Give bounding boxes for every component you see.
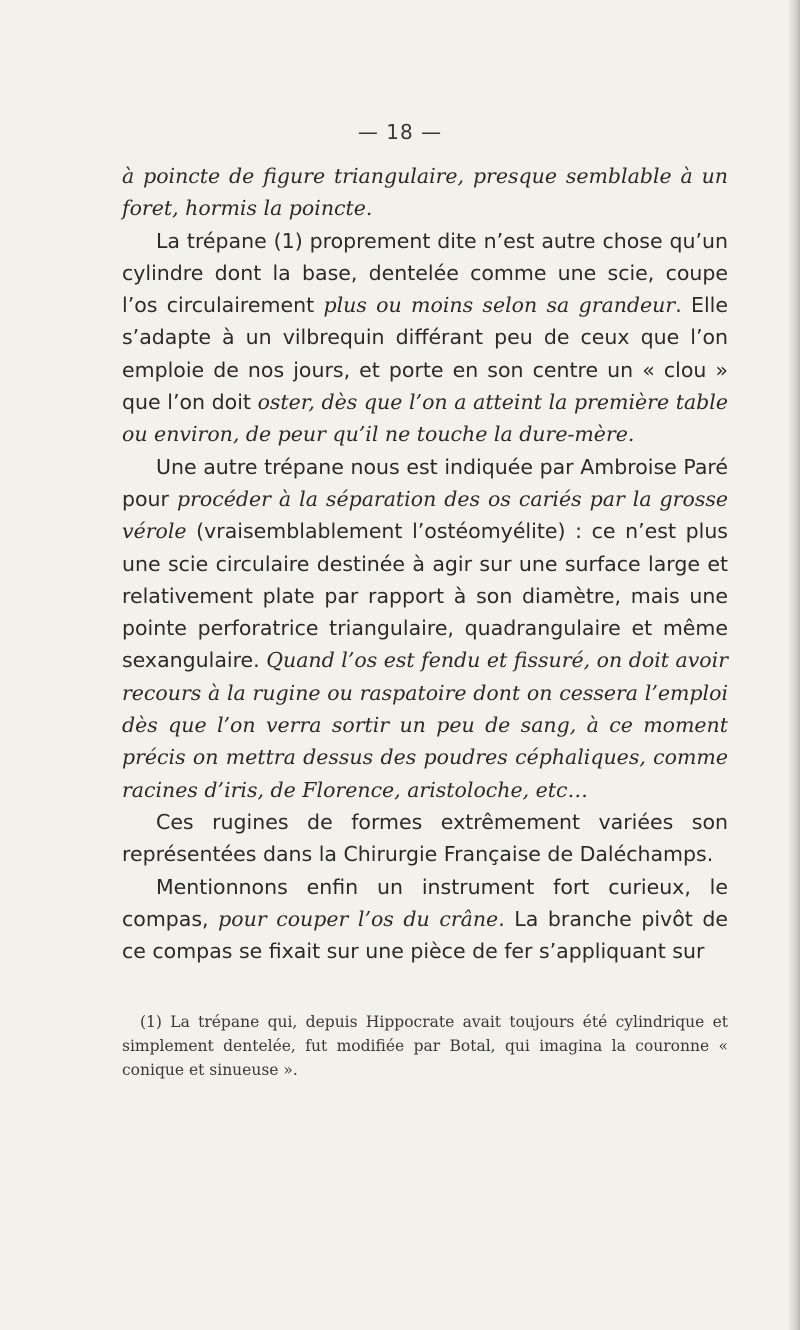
italic-segment: plus ou moins selon sa grandeur <box>323 293 676 318</box>
paragraph-p4 <box>122 806 728 871</box>
paragraph-p1 <box>122 160 728 225</box>
italic-segment: à poincte de figure triangulaire, presque semblable à un foret, hormis la poincte. <box>122 164 728 221</box>
text-segment: Ces rugines de formes extrêmement variées son représentées dans la Chirurgie Française de Daléchamps. <box>122 809 728 867</box>
text-segment: . La branche pivôt de ce compas se fixait sur une pièce de fer s’appliquant sur <box>122 906 728 964</box>
text-segment: Une autre trépane nous est indiquée par Ambroise Paré pour <box>122 454 728 511</box>
paragraph-p2 <box>122 225 728 451</box>
paragraph-p5 <box>122 871 728 968</box>
text-segment: La trépane (1) proprement dite n’est autre chose qu’un cylindre dont la base, dentelée comme une scie, coupe l’os circulairement <box>122 228 728 318</box>
body-text <box>122 160 728 967</box>
text-segment: . Elle s’adapte à un vilbrequin différant peu de ceux que l’on emploie de nos jours, et porte en son centre un « clou » que l’on doit <box>122 293 728 415</box>
paragraph-p3 <box>122 451 728 806</box>
footnote <box>122 1010 728 1082</box>
italic-segment: pour couper l’os du crâne <box>218 906 499 931</box>
footnote-text: (1) La trépane qui, depuis Hippocrate avait toujours été cylindrique et simplement dentelée, fut modifiée par Botal, qui imagina la couronne « conique et sinueuse ». <box>122 1013 728 1079</box>
italic-segment: Quand l’os est fendu et fissuré, on doit avoir recours à la rugine ou raspatoire dont on cessera l’emploi dès que l’on verra sortir un peu de sang, à ce moment précis on mettra dessus des poudres céphaliques, comme racines d’iris, de Florence, aristoloche, etc… <box>122 648 729 802</box>
italic-segment: oster, dès que l’on a atteint la première table ou environ, de peur qu’il ne touche la dure-mère. <box>122 390 728 447</box>
page-number: — 18 — <box>357 120 443 144</box>
page-edge-shadow <box>788 0 800 1330</box>
text-segment: (vraisemblablement l’ostéomyélite) : ce n’est plus une scie circulaire destinée à agir sur une surface large et relativement plate par rapport à son diamètre, mais une pointe perforatrice triangulaire, quadrangulaire et même sexangulaire. <box>122 519 728 673</box>
text-segment: Mentionnons enfin un instrument fort curieux, le compas, <box>122 874 728 931</box>
italic-segment: procéder à la séparation des os cariés par la grosse vérole <box>122 486 728 544</box>
